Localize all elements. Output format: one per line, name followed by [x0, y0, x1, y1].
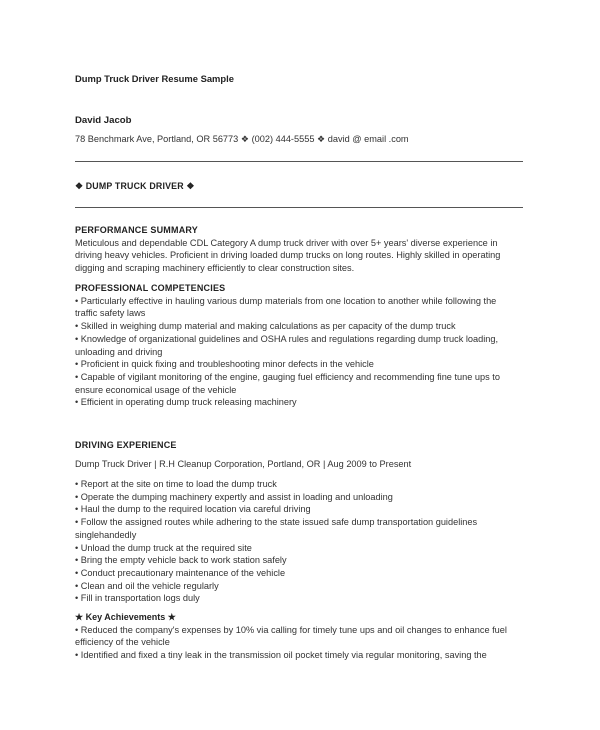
experience-heading: DRIVING EXPERIENCE: [75, 440, 177, 450]
performance-summary-section: [75, 224, 525, 275]
list-item: • Skilled in weighing dump material and making calculations as per capacity of the dump truck: [75, 321, 456, 332]
list-item: • Clean and oil the vehicle regularly: [75, 580, 219, 591]
achievements-list: [75, 624, 525, 662]
list-item: • Fill in transportation logs duly: [75, 593, 200, 604]
summary-line: driving heavy vehicles. Proficient in driving loaded dump trucks on long routes. Highly skilled in operating: [75, 250, 501, 261]
performance-summary-heading: PERFORMANCE SUMMARY: [75, 225, 198, 235]
competencies-heading: PROFESSIONAL COMPETENCIES: [75, 283, 226, 293]
achievements-heading: ★ Key Achievements ★: [75, 612, 176, 622]
list-item: • Identified and fixed a tiny leak in the transmission oil pocket timely via regular monitoring, saving the: [75, 650, 487, 661]
list-item: • Bring the empty vehicle back to work station safely: [75, 555, 287, 566]
list-item: unloading and driving: [75, 346, 163, 357]
list-item: efficiency of the vehicle: [75, 637, 170, 648]
candidate-name: David Jacob: [75, 115, 132, 126]
experience-body: [75, 458, 525, 471]
list-item: • Haul the dump to the required location via careful driving: [75, 504, 311, 515]
list-item: traffic safety laws: [75, 308, 146, 319]
list-item: • Unload the dump truck at the required site: [75, 542, 252, 553]
list-item: • Reduced the company's expenses by 10% via calling for timely tune ups and oil changes to enhance fuel: [75, 624, 507, 635]
divider-bottom: [75, 207, 523, 208]
performance-summary-text: [75, 237, 525, 275]
list-item: • Follow the assigned routes while adhering to the state issued safe dump transportation guidelines: [75, 517, 478, 528]
job-title: ❖ DUMP TRUCK DRIVER ❖: [75, 181, 195, 191]
contact-line: 78 Benchmark Ave, Portland, OR 56773 ❖ (002) 444-5555 ❖ david @ email .com: [75, 134, 409, 144]
list-item: • Knowledge of organizational guidelines and OSHA rules and regulations regarding dump truck loading,: [75, 333, 499, 344]
summary-line: Meticulous and dependable CDL Category A dump truck driver with over 5+ years' diverse experience in: [75, 237, 498, 248]
list-item: • Conduct precautionary maintenance of the vehicle: [75, 567, 286, 578]
list-item: • Report at the site on time to load the dump truck: [75, 479, 277, 489]
list-item: • Operate the dumping machinery expertly and assist in loading and unloading: [75, 491, 393, 502]
list-item: • Proficient in quick fixing and troubleshooting minor defects in the vehicle: [75, 359, 374, 370]
document-title: Dump Truck Driver Resume Sample: [75, 73, 234, 84]
experience-duties: [75, 478, 525, 605]
summary-line: digging and scraping machinery efficiently to clear construction sites.: [75, 263, 355, 274]
achievements-section: [75, 611, 525, 662]
competencies-list: [75, 295, 525, 409]
list-item: ensure economical usage of the vehicle: [75, 384, 237, 395]
list-item: singlehandedly: [75, 529, 137, 540]
experience-section: [75, 439, 525, 452]
list-item: • Particularly effective in hauling various dump materials from one location to another while following the: [75, 295, 497, 306]
list-item: • Efficient in operating dump truck releasing machinery: [75, 397, 297, 408]
divider-top: [75, 161, 523, 162]
duties-list: [75, 478, 525, 605]
competencies-section: [75, 282, 525, 409]
list-item: • Capable of vigilant monitoring of the engine, gauging fuel efficiency and recommending fine tune ups to: [75, 371, 500, 382]
employer-line: Dump Truck Driver | R.H Cleanup Corporation, Portland, OR | Aug 2009 to Present: [75, 459, 412, 469]
